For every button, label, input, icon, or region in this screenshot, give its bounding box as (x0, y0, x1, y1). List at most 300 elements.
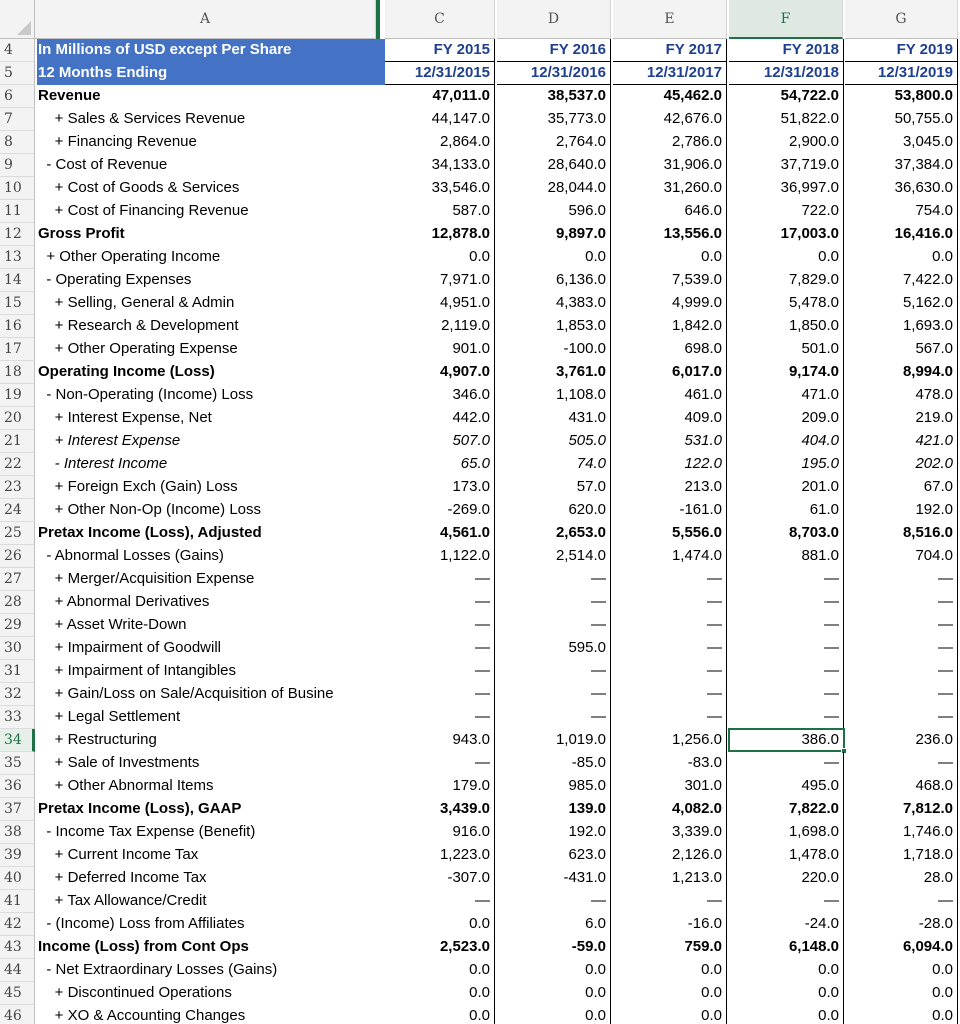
row-label-cell[interactable]: + Other Operating Expense (38, 340, 238, 357)
col-header-g[interactable]: G (845, 0, 958, 39)
value-cell[interactable]: — (729, 591, 844, 614)
value-cell[interactable]: 7,539.0 (613, 269, 727, 292)
value-cell[interactable]: FY 2019 (845, 39, 958, 62)
value-cell[interactable]: 7,812.0 (845, 798, 958, 821)
value-cell[interactable]: 759.0 (613, 936, 727, 959)
col-header-c[interactable]: C (385, 0, 495, 39)
row-header[interactable]: 11 (0, 200, 35, 223)
value-cell[interactable]: 1,108.0 (497, 384, 611, 407)
row-header[interactable]: 43 (0, 936, 35, 959)
value-cell[interactable]: — (845, 683, 958, 706)
select-all-corner[interactable] (0, 0, 35, 39)
value-cell[interactable]: 201.0 (729, 476, 844, 499)
value-cell[interactable]: 646.0 (613, 200, 727, 223)
freeze-pane-divider[interactable] (376, 0, 380, 39)
row-label-cell[interactable]: + Interest Expense, Net (38, 409, 212, 426)
row-header[interactable]: 40 (0, 867, 35, 890)
row-label-cell[interactable]: - Net Extraordinary Losses (Gains) (38, 961, 278, 978)
row-label-cell[interactable]: + Merger/Acquisition Expense (38, 570, 255, 587)
value-cell[interactable]: 1,842.0 (613, 315, 727, 338)
value-cell[interactable]: 0.0 (385, 246, 495, 269)
value-cell[interactable]: 0.0 (845, 959, 958, 982)
col-header-e[interactable]: E (613, 0, 727, 39)
row-label-cell[interactable]: + Gain/Loss on Sale/Acquisition of Busine (38, 685, 334, 702)
value-cell[interactable]: 346.0 (385, 384, 495, 407)
value-cell[interactable]: 495.0 (729, 775, 844, 798)
value-cell[interactable]: 623.0 (497, 844, 611, 867)
row-label-cell[interactable]: In Millions of USD except Per Share (37, 39, 385, 62)
value-cell[interactable]: 2,864.0 (385, 131, 495, 154)
row-label-cell[interactable]: + XO & Accounting Changes (38, 1007, 246, 1024)
row-header[interactable]: 15 (0, 292, 35, 315)
row-header[interactable]: 31 (0, 660, 35, 683)
value-cell[interactable]: -431.0 (497, 867, 611, 890)
row-label-cell[interactable]: Operating Income (Loss) (38, 363, 215, 380)
row-label-cell[interactable]: - Abnormal Losses (Gains) (38, 547, 224, 564)
value-cell[interactable]: 1,853.0 (497, 315, 611, 338)
value-cell[interactable]: 1,693.0 (845, 315, 958, 338)
value-cell[interactable]: — (845, 706, 958, 729)
value-cell[interactable]: 1,213.0 (613, 867, 727, 890)
value-cell[interactable]: 54,722.0 (729, 85, 844, 108)
value-cell[interactable]: 0.0 (613, 959, 727, 982)
value-cell[interactable]: 1,019.0 (497, 729, 611, 752)
value-cell[interactable]: 1,256.0 (613, 729, 727, 752)
value-cell[interactable]: — (497, 591, 611, 614)
value-cell[interactable]: 5,556.0 (613, 522, 727, 545)
value-cell[interactable]: 1,122.0 (385, 545, 495, 568)
row-header[interactable]: 27 (0, 568, 35, 591)
value-cell[interactable]: — (613, 591, 727, 614)
value-cell[interactable]: 2,126.0 (613, 844, 727, 867)
value-cell[interactable]: 17,003.0 (729, 223, 844, 246)
value-cell[interactable]: 1,223.0 (385, 844, 495, 867)
row-label-cell[interactable]: + Restructuring (38, 731, 157, 748)
value-cell[interactable]: 202.0 (845, 453, 958, 476)
value-cell[interactable]: — (497, 890, 611, 913)
value-cell[interactable]: — (385, 568, 495, 591)
row-label-cell[interactable]: + Other Non-Op (Income) Loss (38, 501, 262, 518)
row-header[interactable]: 23 (0, 476, 35, 499)
value-cell[interactable]: 0.0 (729, 982, 844, 1005)
row-label-cell[interactable]: + Impairment of Goodwill (38, 639, 221, 656)
value-cell[interactable]: — (613, 614, 727, 637)
row-label-cell[interactable]: 12 Months Ending (37, 62, 385, 85)
value-cell[interactable]: 0.0 (385, 1005, 495, 1024)
value-cell[interactable]: 3,439.0 (385, 798, 495, 821)
value-cell[interactable]: 47,011.0 (385, 85, 495, 108)
row-header[interactable]: 41 (0, 890, 35, 913)
value-cell[interactable]: 122.0 (613, 453, 727, 476)
row-header[interactable]: 42 (0, 913, 35, 936)
value-cell[interactable]: — (385, 660, 495, 683)
value-cell[interactable]: 0.0 (497, 1005, 611, 1024)
value-cell[interactable]: 916.0 (385, 821, 495, 844)
value-cell[interactable]: 587.0 (385, 200, 495, 223)
value-cell[interactable]: 6,148.0 (729, 936, 844, 959)
row-header[interactable]: 13 (0, 246, 35, 269)
row-header[interactable]: 39 (0, 844, 35, 867)
value-cell[interactable]: 404.0 (729, 430, 844, 453)
row-header[interactable]: 8 (0, 131, 35, 154)
value-cell[interactable]: — (613, 568, 727, 591)
value-cell[interactable]: 409.0 (613, 407, 727, 430)
value-cell[interactable]: — (497, 568, 611, 591)
value-cell[interactable]: 301.0 (613, 775, 727, 798)
row-label-cell[interactable]: + Cost of Financing Revenue (38, 202, 249, 219)
row-header[interactable]: 38 (0, 821, 35, 844)
value-cell[interactable]: 9,174.0 (729, 361, 844, 384)
row-label-cell[interactable]: + Other Operating Income (38, 248, 221, 265)
value-cell[interactable]: — (613, 660, 727, 683)
row-label-cell[interactable]: + Discontinued Operations (38, 984, 232, 1001)
value-cell[interactable]: 33,546.0 (385, 177, 495, 200)
value-cell[interactable]: 478.0 (845, 384, 958, 407)
value-cell[interactable]: 192.0 (845, 499, 958, 522)
row-header[interactable]: 20 (0, 407, 35, 430)
value-cell[interactable]: 36,997.0 (729, 177, 844, 200)
row-label-cell[interactable]: Income (Loss) from Cont Ops (38, 938, 249, 955)
value-cell[interactable]: 0.0 (497, 982, 611, 1005)
row-label-cell[interactable]: Pretax Income (Loss), GAAP (38, 800, 242, 817)
row-header[interactable]: 45 (0, 982, 35, 1005)
value-cell[interactable]: 4,383.0 (497, 292, 611, 315)
value-cell[interactable]: 192.0 (497, 821, 611, 844)
value-cell[interactable]: FY 2018 (729, 39, 844, 62)
value-cell[interactable]: 7,822.0 (729, 798, 844, 821)
row-label-cell[interactable]: + Impairment of Intangibles (38, 662, 237, 679)
value-cell[interactable]: — (845, 614, 958, 637)
row-header[interactable]: 14 (0, 269, 35, 292)
row-header[interactable]: 10 (0, 177, 35, 200)
value-cell[interactable]: 50,755.0 (845, 108, 958, 131)
row-label-cell[interactable]: + Foreign Exch (Gain) Loss (38, 478, 238, 495)
value-cell[interactable]: 505.0 (497, 430, 611, 453)
row-label-cell[interactable]: + Current Income Tax (38, 846, 199, 863)
col-header-f[interactable]: F (729, 0, 843, 39)
row-header[interactable]: 37 (0, 798, 35, 821)
value-cell[interactable]: 881.0 (729, 545, 844, 568)
row-header[interactable]: 32 (0, 683, 35, 706)
value-cell[interactable]: 44,147.0 (385, 108, 495, 131)
value-cell[interactable]: 2,119.0 (385, 315, 495, 338)
value-cell[interactable]: 37,384.0 (845, 154, 958, 177)
value-cell[interactable]: 722.0 (729, 200, 844, 223)
value-cell[interactable]: 12,878.0 (385, 223, 495, 246)
value-cell[interactable]: 1,850.0 (729, 315, 844, 338)
value-cell[interactable]: 0.0 (385, 982, 495, 1005)
value-cell[interactable]: 0.0 (845, 982, 958, 1005)
value-cell[interactable]: — (729, 683, 844, 706)
value-cell[interactable]: — (729, 890, 844, 913)
value-cell[interactable]: 1,474.0 (613, 545, 727, 568)
row-label-cell[interactable]: + Cost of Goods & Services (38, 179, 240, 196)
row-label-cell[interactable]: + Abnormal Derivatives (38, 593, 210, 610)
row-label-cell[interactable]: Revenue (38, 87, 101, 104)
value-cell[interactable]: — (385, 591, 495, 614)
value-cell[interactable]: 12/31/2015 (385, 62, 495, 85)
row-label-cell[interactable]: + Selling, General & Admin (38, 294, 235, 311)
value-cell[interactable]: FY 2015 (385, 39, 495, 62)
value-cell[interactable]: 28,044.0 (497, 177, 611, 200)
value-cell[interactable]: 0.0 (845, 1005, 958, 1024)
value-cell[interactable]: 219.0 (845, 407, 958, 430)
row-header[interactable]: 26 (0, 545, 35, 568)
value-cell[interactable]: — (613, 706, 727, 729)
value-cell[interactable]: 3,339.0 (613, 821, 727, 844)
value-cell[interactable]: 2,523.0 (385, 936, 495, 959)
value-cell[interactable]: 3,761.0 (497, 361, 611, 384)
value-cell[interactable]: 12/31/2016 (497, 62, 611, 85)
value-cell[interactable]: — (497, 706, 611, 729)
value-cell[interactable]: 37,719.0 (729, 154, 844, 177)
row-header[interactable]: 24 (0, 499, 35, 522)
row-header[interactable]: 25 (0, 522, 35, 545)
value-cell[interactable]: 0.0 (497, 959, 611, 982)
value-cell[interactable]: 139.0 (497, 798, 611, 821)
row-label-cell[interactable]: + Sale of Investments (38, 754, 200, 771)
value-cell[interactable]: 45,462.0 (613, 85, 727, 108)
value-cell[interactable]: 7,971.0 (385, 269, 495, 292)
value-cell[interactable]: 2,786.0 (613, 131, 727, 154)
row-header[interactable]: 21 (0, 430, 35, 453)
value-cell[interactable]: — (385, 706, 495, 729)
value-cell[interactable]: 2,514.0 (497, 545, 611, 568)
value-cell[interactable]: 461.0 (613, 384, 727, 407)
value-cell[interactable]: 431.0 (497, 407, 611, 430)
value-cell[interactable]: -24.0 (729, 913, 844, 936)
value-cell[interactable]: — (729, 614, 844, 637)
value-cell[interactable]: FY 2016 (497, 39, 611, 62)
row-header[interactable]: 34 (0, 729, 35, 752)
value-cell[interactable]: — (845, 568, 958, 591)
value-cell[interactable]: — (613, 637, 727, 660)
value-cell[interactable]: 35,773.0 (497, 108, 611, 131)
row-header[interactable]: 33 (0, 706, 35, 729)
row-label-cell[interactable]: + Other Abnormal Items (38, 777, 214, 794)
value-cell[interactable]: 531.0 (613, 430, 727, 453)
row-header[interactable]: 46 (0, 1005, 35, 1024)
value-cell[interactable]: — (497, 614, 611, 637)
value-cell[interactable]: 468.0 (845, 775, 958, 798)
value-cell[interactable]: 8,516.0 (845, 522, 958, 545)
row-label-cell[interactable]: - Interest Income (38, 455, 168, 472)
row-header[interactable]: 30 (0, 637, 35, 660)
value-cell[interactable]: — (385, 637, 495, 660)
row-header[interactable]: 35 (0, 752, 35, 775)
row-header[interactable]: 29 (0, 614, 35, 637)
value-cell[interactable]: — (845, 890, 958, 913)
row-header[interactable]: 36 (0, 775, 35, 798)
value-cell[interactable]: — (729, 637, 844, 660)
value-cell[interactable]: 0.0 (729, 1005, 844, 1024)
value-cell[interactable]: — (385, 683, 495, 706)
value-cell[interactable]: -83.0 (613, 752, 727, 775)
row-label-cell[interactable]: + Asset Write-Down (38, 616, 187, 633)
value-cell[interactable]: 31,906.0 (613, 154, 727, 177)
value-cell[interactable]: 213.0 (613, 476, 727, 499)
value-cell[interactable]: 12/31/2019 (845, 62, 958, 85)
row-label-cell[interactable]: + Interest Expense (38, 432, 181, 449)
row-label-cell[interactable]: + Financing Revenue (38, 133, 197, 150)
value-cell[interactable]: — (729, 706, 844, 729)
value-cell[interactable]: 31,260.0 (613, 177, 727, 200)
value-cell[interactable]: 236.0 (845, 729, 958, 752)
value-cell[interactable]: -28.0 (845, 913, 958, 936)
value-cell[interactable]: 12/31/2017 (613, 62, 727, 85)
value-cell[interactable]: 4,951.0 (385, 292, 495, 315)
value-cell[interactable]: 173.0 (385, 476, 495, 499)
value-cell[interactable]: — (497, 660, 611, 683)
value-cell[interactable]: -161.0 (613, 499, 727, 522)
row-header[interactable]: 18 (0, 361, 35, 384)
row-header[interactable]: 6 (0, 85, 35, 108)
value-cell[interactable]: 4,999.0 (613, 292, 727, 315)
value-cell[interactable]: 195.0 (729, 453, 844, 476)
row-header[interactable]: 17 (0, 338, 35, 361)
value-cell[interactable]: 220.0 (729, 867, 844, 890)
value-cell[interactable]: -100.0 (497, 338, 611, 361)
value-cell[interactable]: 6,094.0 (845, 936, 958, 959)
value-cell[interactable]: 1,478.0 (729, 844, 844, 867)
value-cell[interactable]: 61.0 (729, 499, 844, 522)
value-cell[interactable]: 57.0 (497, 476, 611, 499)
row-label-cell[interactable]: + Tax Allowance/Credit (38, 892, 207, 909)
value-cell[interactable]: 4,082.0 (613, 798, 727, 821)
value-cell[interactable]: 5,478.0 (729, 292, 844, 315)
value-cell[interactable]: 0.0 (729, 246, 844, 269)
value-cell[interactable]: -16.0 (613, 913, 727, 936)
value-cell[interactable]: 471.0 (729, 384, 844, 407)
value-cell[interactable]: 5,162.0 (845, 292, 958, 315)
value-cell[interactable]: 51,822.0 (729, 108, 844, 131)
row-label-cell[interactable]: Pretax Income (Loss), Adjusted (38, 524, 262, 541)
row-header[interactable]: 44 (0, 959, 35, 982)
value-cell[interactable]: 704.0 (845, 545, 958, 568)
value-cell[interactable]: 28,640.0 (497, 154, 611, 177)
value-cell[interactable]: 4,561.0 (385, 522, 495, 545)
row-label-cell[interactable]: + Sales & Services Revenue (38, 110, 246, 127)
value-cell[interactable]: 0.0 (845, 246, 958, 269)
value-cell[interactable]: 0.0 (385, 959, 495, 982)
value-cell[interactable]: 65.0 (385, 453, 495, 476)
value-cell[interactable]: 620.0 (497, 499, 611, 522)
value-cell[interactable]: — (845, 752, 958, 775)
value-cell[interactable]: 13,556.0 (613, 223, 727, 246)
value-cell[interactable]: — (385, 890, 495, 913)
value-cell[interactable]: 507.0 (385, 430, 495, 453)
row-header[interactable]: 9 (0, 154, 35, 177)
value-cell[interactable]: 12/31/2018 (729, 62, 844, 85)
value-cell[interactable]: 386.0 (729, 729, 844, 752)
row-header[interactable]: 28 (0, 591, 35, 614)
row-label-cell[interactable]: - (Income) Loss from Affiliates (38, 915, 245, 932)
value-cell[interactable]: 985.0 (497, 775, 611, 798)
value-cell[interactable]: 7,422.0 (845, 269, 958, 292)
value-cell[interactable]: 67.0 (845, 476, 958, 499)
value-cell[interactable]: — (497, 683, 611, 706)
value-cell[interactable]: 595.0 (497, 637, 611, 660)
value-cell[interactable]: 567.0 (845, 338, 958, 361)
row-header[interactable]: 5 (0, 62, 35, 85)
value-cell[interactable]: 38,537.0 (497, 85, 611, 108)
value-cell[interactable]: 901.0 (385, 338, 495, 361)
value-cell[interactable]: 943.0 (385, 729, 495, 752)
value-cell[interactable]: 74.0 (497, 453, 611, 476)
row-header[interactable]: 12 (0, 223, 35, 246)
value-cell[interactable]: — (729, 752, 844, 775)
value-cell[interactable]: -85.0 (497, 752, 611, 775)
value-cell[interactable]: 501.0 (729, 338, 844, 361)
value-cell[interactable]: 698.0 (613, 338, 727, 361)
row-label-cell[interactable]: Gross Profit (38, 225, 125, 242)
row-header[interactable]: 7 (0, 108, 35, 131)
value-cell[interactable]: 1,746.0 (845, 821, 958, 844)
value-cell[interactable]: 34,133.0 (385, 154, 495, 177)
value-cell[interactable]: -269.0 (385, 499, 495, 522)
value-cell[interactable]: 42,676.0 (613, 108, 727, 131)
row-label-cell[interactable]: - Cost of Revenue (38, 156, 168, 173)
value-cell[interactable]: 16,416.0 (845, 223, 958, 246)
row-header[interactable]: 22 (0, 453, 35, 476)
value-cell[interactable]: 0.0 (385, 913, 495, 936)
col-header-a[interactable]: A (35, 0, 376, 39)
value-cell[interactable]: — (845, 591, 958, 614)
value-cell[interactable]: 3,045.0 (845, 131, 958, 154)
value-cell[interactable]: 0.0 (497, 246, 611, 269)
value-cell[interactable]: — (729, 660, 844, 683)
value-cell[interactable]: 0.0 (613, 1005, 727, 1024)
row-header[interactable]: 4 (0, 39, 35, 62)
value-cell[interactable]: 1,718.0 (845, 844, 958, 867)
value-cell[interactable]: -59.0 (497, 936, 611, 959)
value-cell[interactable]: 209.0 (729, 407, 844, 430)
value-cell[interactable]: 6,017.0 (613, 361, 727, 384)
value-cell[interactable]: 6.0 (497, 913, 611, 936)
row-label-cell[interactable]: + Deferred Income Tax (38, 869, 207, 886)
value-cell[interactable]: — (845, 660, 958, 683)
row-label-cell[interactable]: - Operating Expenses (38, 271, 192, 288)
value-cell[interactable]: — (613, 683, 727, 706)
row-label-cell[interactable]: - Income Tax Expense (Benefit) (38, 823, 256, 840)
value-cell[interactable]: 0.0 (729, 959, 844, 982)
value-cell[interactable]: 36,630.0 (845, 177, 958, 200)
value-cell[interactable]: 421.0 (845, 430, 958, 453)
value-cell[interactable]: 6,136.0 (497, 269, 611, 292)
row-label-cell[interactable]: + Research & Development (38, 317, 239, 334)
value-cell[interactable]: 442.0 (385, 407, 495, 430)
col-header-d[interactable]: D (497, 0, 611, 39)
row-label-cell[interactable]: + Legal Settlement (38, 708, 181, 725)
value-cell[interactable]: 2,900.0 (729, 131, 844, 154)
row-header[interactable]: 16 (0, 315, 35, 338)
value-cell[interactable]: 179.0 (385, 775, 495, 798)
value-cell[interactable]: 596.0 (497, 200, 611, 223)
value-cell[interactable]: 53,800.0 (845, 85, 958, 108)
value-cell[interactable]: 9,897.0 (497, 223, 611, 246)
value-cell[interactable]: — (385, 614, 495, 637)
value-cell[interactable]: 4,907.0 (385, 361, 495, 384)
value-cell[interactable]: 28.0 (845, 867, 958, 890)
value-cell[interactable]: — (613, 890, 727, 913)
value-cell[interactable]: 8,703.0 (729, 522, 844, 545)
value-cell[interactable]: — (729, 568, 844, 591)
value-cell[interactable]: 754.0 (845, 200, 958, 223)
row-header[interactable]: 19 (0, 384, 35, 407)
value-cell[interactable]: 8,994.0 (845, 361, 958, 384)
value-cell[interactable]: 2,653.0 (497, 522, 611, 545)
value-cell[interactable]: — (845, 637, 958, 660)
